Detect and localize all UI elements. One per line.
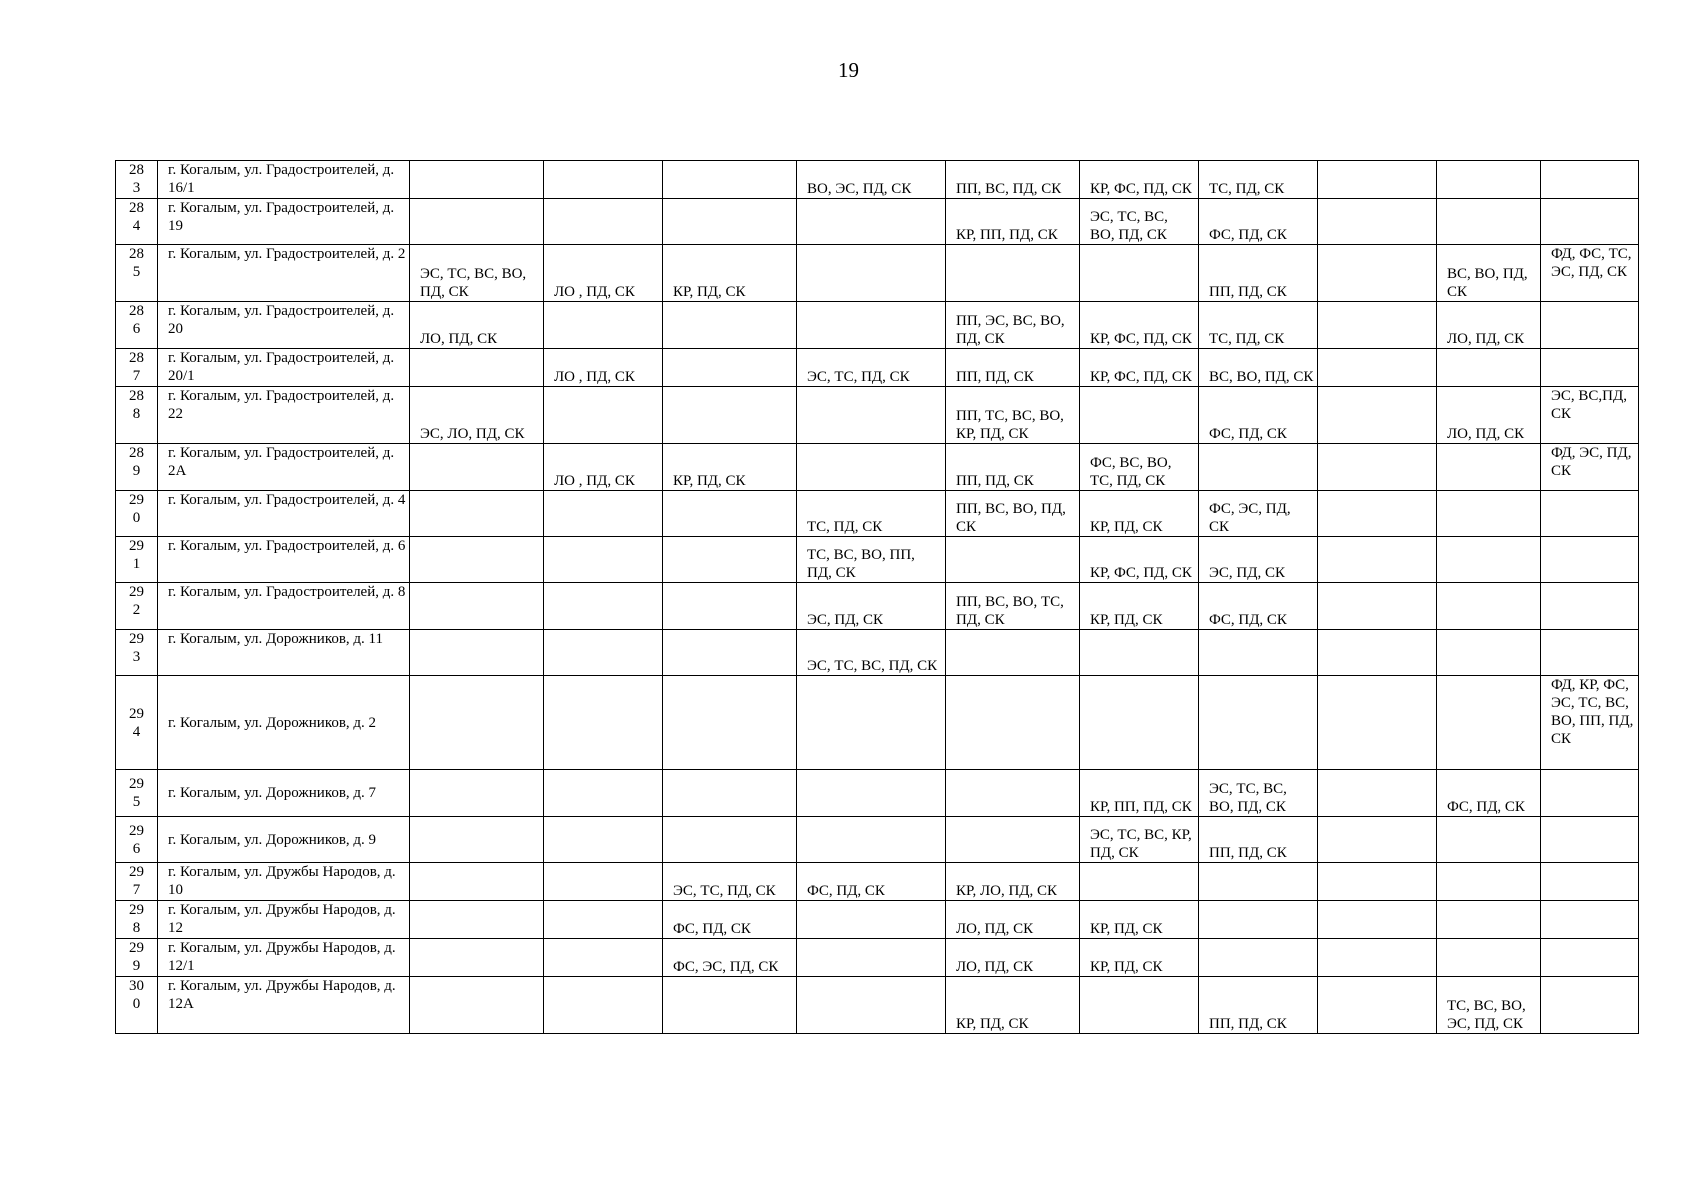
row-number-part-2: 6 [132,840,141,857]
row-number-part-2: 1 [132,556,141,572]
work-type-cell-4: ТС, ПД, СК [797,491,946,537]
work-type-cell-7: ТС, ПД, СК [1199,161,1318,199]
work-type-cell-6: КР, ПД, СК [1080,939,1199,977]
work-type-cell-1 [410,537,544,583]
row-number-part-2: 7 [132,368,141,384]
work-type-cell-7: ПП, ПД, СК [1199,977,1318,1034]
work-type-cell-6: КР, ПД, СК [1080,583,1199,630]
work-type-cell-9 [1437,349,1541,387]
row-number-cell [116,199,158,245]
work-type-cell-1 [410,863,544,901]
table-row [116,491,1639,537]
work-type-cell-5: ПП, ВС, ПД, СК [946,161,1080,199]
row-number-part-2: 9 [132,463,141,479]
address-cell: г. Когалым, ул. Градостроителей, д. 19 [158,199,410,245]
work-type-cell-6: КР, ФС, ПД, СК [1080,537,1199,583]
address-cell: г. Когалым, ул. Дорожников, д. 2 [158,676,410,770]
work-type-cell-7 [1199,676,1318,770]
row-number-part-2: 6 [132,321,141,337]
work-type-cell-1 [410,444,544,491]
work-type-cell-4: ЭС, ПД, СК [797,583,946,630]
work-type-cell-7: ФС, ПД, СК [1199,387,1318,444]
table-row [116,676,1639,770]
table-row [116,349,1639,387]
work-type-cell-7 [1199,444,1318,491]
work-type-cell-7: ЭС, ТС, ВС, ВО, ПД, СК [1199,770,1318,817]
work-type-cell-4: ЭС, ТС, ПД, СК [797,349,946,387]
work-type-cell-8 [1318,770,1437,817]
work-type-cell-10 [1541,161,1639,199]
work-type-cell-6: КР, ФС, ПД, СК [1080,302,1199,349]
work-type-cell-3 [663,349,797,387]
work-type-cell-1 [410,939,544,977]
address-cell: г. Когалым, ул. Дорожников, д. 7 [158,770,410,817]
work-type-cell-10: ЭС, ВС,ПД, СК [1541,387,1639,444]
address-cell: г. Когалым, ул. Градостроителей, д. 8 [158,583,410,630]
work-type-cell-9 [1437,537,1541,583]
table-row [116,161,1639,199]
work-type-cell-10 [1541,199,1639,245]
row-number-part-1: 30 [129,978,144,994]
row-number-part-2: 4 [132,723,141,740]
work-type-cell-4: ЭС, ТС, ВС, ПД, СК [797,630,946,676]
work-type-cell-8 [1318,901,1437,939]
address-cell: г. Когалым, ул. Дружбы Народов, д. 12А [158,977,410,1034]
row-number-cell [116,245,158,302]
work-type-cell-10 [1541,302,1639,349]
work-type-cell-7: ФС, ПД, СК [1199,199,1318,245]
work-type-cell-3 [663,583,797,630]
work-type-cell-5 [946,676,1080,770]
work-type-cell-6: ЭС, ТС, ВС, ВО, ПД, СК [1080,199,1199,245]
work-type-cell-8 [1318,537,1437,583]
work-type-cell-3 [663,630,797,676]
work-type-cell-10 [1541,583,1639,630]
work-type-cell-6 [1080,630,1199,676]
row-number-part-2: 4 [132,218,141,234]
work-type-cell-1 [410,199,544,245]
work-type-cell-5: ПП, ВС, ВО, ТС, ПД, СК [946,583,1080,630]
work-type-cell-4 [797,245,946,302]
work-type-cell-10 [1541,349,1639,387]
row-number-part-2: 9 [132,958,141,974]
work-type-cell-9: ЛО, ПД, СК [1437,302,1541,349]
row-number-cell [116,387,158,444]
work-type-cell-10 [1541,939,1639,977]
work-type-cell-6: КР, ФС, ПД, СК [1080,349,1199,387]
work-type-cell-4 [797,444,946,491]
row-number-cell [116,977,158,1034]
address-cell: г. Когалым, ул. Градостроителей, д. 4 [158,491,410,537]
work-type-cell-9 [1437,676,1541,770]
row-number-part-1: 28 [129,303,144,319]
row-number-cell [116,583,158,630]
row-number-cell [116,444,158,491]
work-type-cell-1 [410,349,544,387]
work-type-cell-5: ПП, ТС, ВС, ВО, КР, ПД, СК [946,387,1080,444]
row-number-part-2: 0 [132,996,141,1012]
address-cell: г. Когалым, ул. Дорожников, д. 9 [158,817,410,863]
work-type-cell-10: ФД, КР, ФС, ЭС, ТС, ВС, ВО, ПП, ПД, СК [1541,676,1639,770]
work-type-cell-9 [1437,161,1541,199]
work-type-cell-9: ФС, ПД, СК [1437,770,1541,817]
work-type-cell-4: ВО, ЭС, ПД, СК [797,161,946,199]
work-type-cell-1: ЛО, ПД, СК [410,302,544,349]
work-type-cell-8 [1318,939,1437,977]
row-number-part-1: 29 [129,584,144,600]
address-cell: г. Когалым, ул. Градостроителей, д. 22 [158,387,410,444]
work-type-cell-5: ПП, ЭС, ВС, ВО, ПД, СК [946,302,1080,349]
work-type-cell-8 [1318,491,1437,537]
table-row [116,387,1639,444]
row-number-cell [116,491,158,537]
row-number-part-1: 29 [129,940,144,956]
row-number-cell [116,630,158,676]
work-type-cell-6: КР, ПД, СК [1080,901,1199,939]
work-type-cell-2 [544,939,663,977]
work-type-cell-7: ЭС, ПД, СК [1199,537,1318,583]
row-number-part-1: 28 [129,388,144,404]
address-cell: г. Когалым, ул. Градостроителей, д. 6 [158,537,410,583]
work-type-cell-8 [1318,349,1437,387]
work-type-cell-10 [1541,977,1639,1034]
work-type-cell-4 [797,676,946,770]
work-type-cell-8 [1318,676,1437,770]
row-number-cell [116,161,158,199]
work-type-cell-5 [946,245,1080,302]
row-number-cell [116,939,158,977]
row-number-cell [116,817,158,863]
work-type-cell-9 [1437,444,1541,491]
work-type-cell-10 [1541,630,1639,676]
table-row [116,817,1639,863]
work-type-cell-1 [410,161,544,199]
work-type-cell-7: ПП, ПД, СК [1199,817,1318,863]
row-number-part-1: 29 [129,538,144,554]
work-type-cell-8 [1318,863,1437,901]
work-type-cell-9 [1437,939,1541,977]
work-type-cell-8 [1318,199,1437,245]
work-type-cell-2 [544,537,663,583]
row-number-part-1: 29 [129,822,144,839]
work-type-cell-7 [1199,901,1318,939]
work-type-cell-3 [663,387,797,444]
work-type-cell-5: ПП, ПД, СК [946,349,1080,387]
row-number-part-1: 29 [129,631,144,647]
table-row [116,901,1639,939]
work-type-cell-2: ЛО , ПД, СК [544,444,663,491]
work-type-cell-6 [1080,245,1199,302]
work-type-cell-5: ЛО, ПД, СК [946,901,1080,939]
row-number-cell [116,302,158,349]
work-type-cell-5: КР, ПД, СК [946,977,1080,1034]
work-type-cell-2 [544,199,663,245]
work-type-cell-3: КР, ПД, СК [663,444,797,491]
work-type-cell-3 [663,537,797,583]
work-type-cell-3 [663,676,797,770]
work-type-cell-8 [1318,302,1437,349]
work-type-cell-10 [1541,770,1639,817]
work-type-cell-6: КР, ПД, СК [1080,491,1199,537]
work-type-cell-8 [1318,630,1437,676]
row-number-part-1: 28 [129,445,144,461]
work-type-cell-3 [663,770,797,817]
work-type-cell-1 [410,977,544,1034]
work-type-cell-1 [410,901,544,939]
work-type-cell-5: ЛО, ПД, СК [946,939,1080,977]
row-number-part-2: 8 [132,406,141,422]
work-type-cell-8 [1318,444,1437,491]
work-type-cell-10: ФД, ФС, ТС, ЭС, ПД, СК [1541,245,1639,302]
work-type-cell-7: ПП, ПД, СК [1199,245,1318,302]
work-type-cell-8 [1318,245,1437,302]
work-type-cell-6 [1080,387,1199,444]
work-type-cell-4 [797,770,946,817]
work-type-cell-2 [544,302,663,349]
work-type-cell-2 [544,676,663,770]
row-number-part-2: 7 [132,882,141,898]
work-type-cell-10 [1541,863,1639,901]
table-row [116,583,1639,630]
work-type-cell-1 [410,583,544,630]
table-row [116,770,1639,817]
work-type-cell-2 [544,770,663,817]
work-type-cell-9 [1437,817,1541,863]
work-type-cell-6 [1080,863,1199,901]
work-type-cell-9: ВС, ВО, ПД, СК [1437,245,1541,302]
work-type-cell-8 [1318,161,1437,199]
work-type-cell-3: КР, ПД, СК [663,245,797,302]
work-type-cell-3: ФС, ЭС, ПД, СК [663,939,797,977]
work-type-cell-2 [544,863,663,901]
work-type-cell-8 [1318,817,1437,863]
work-type-cell-1 [410,817,544,863]
work-type-cell-9 [1437,583,1541,630]
work-type-cell-4: ФС, ПД, СК [797,863,946,901]
work-type-cell-2 [544,817,663,863]
work-type-cell-4: ТС, ВС, ВО, ПП, ПД, СК [797,537,946,583]
work-type-cell-9 [1437,863,1541,901]
work-type-cell-4 [797,387,946,444]
address-work-table [115,160,1639,1034]
work-type-cell-3 [663,491,797,537]
table-row [116,630,1639,676]
row-number-part-1: 29 [129,705,144,722]
work-type-cell-1 [410,770,544,817]
address-cell: г. Когалым, ул. Градостроителей, д. 2А [158,444,410,491]
work-type-cell-9 [1437,630,1541,676]
work-type-cell-7: ФС, ПД, СК [1199,583,1318,630]
work-type-cell-1 [410,491,544,537]
work-type-cell-3 [663,199,797,245]
work-type-cell-9 [1437,901,1541,939]
work-type-cell-9 [1437,199,1541,245]
work-type-cell-6 [1080,977,1199,1034]
work-type-cell-2 [544,583,663,630]
table-row [116,444,1639,491]
page-number: 19 [838,58,859,82]
work-type-cell-4 [797,939,946,977]
work-type-cell-7: ВС, ВО, ПД, СК [1199,349,1318,387]
work-type-cell-7: ФС, ЭС, ПД, СК [1199,491,1318,537]
work-type-cell-3 [663,977,797,1034]
row-number-part-2: 3 [132,649,141,665]
row-number-part-1: 28 [129,162,144,178]
row-number-part-1: 28 [129,200,144,216]
work-type-cell-6: КР, ПП, ПД, СК [1080,770,1199,817]
work-type-cell-2 [544,901,663,939]
work-type-cell-2: ЛО , ПД, СК [544,349,663,387]
work-type-cell-10 [1541,901,1639,939]
row-number-part-1: 29 [129,902,144,918]
row-number-part-2: 0 [132,510,141,526]
work-type-cell-5: ПП, ПД, СК [946,444,1080,491]
work-type-cell-3 [663,161,797,199]
address-cell: г. Когалым, ул. Дорожников, д. 11 [158,630,410,676]
row-number-part-1: 29 [129,864,144,880]
work-type-cell-4 [797,302,946,349]
row-number-part-1: 28 [129,350,144,366]
work-type-cell-4 [797,199,946,245]
work-type-cell-2 [544,977,663,1034]
work-type-cell-7: ТС, ПД, СК [1199,302,1318,349]
work-type-cell-4 [797,977,946,1034]
work-type-cell-6: ЭС, ТС, ВС, КР, ПД, СК [1080,817,1199,863]
address-cell: г. Когалым, ул. Градостроителей, д. 20 [158,302,410,349]
table-body [116,161,1639,1034]
table-row [116,537,1639,583]
work-type-cell-3 [663,817,797,863]
work-type-cell-7 [1199,630,1318,676]
work-type-cell-5 [946,630,1080,676]
work-type-cell-9 [1437,491,1541,537]
work-type-cell-7 [1199,939,1318,977]
work-type-cell-3: ФС, ПД, СК [663,901,797,939]
work-type-cell-5 [946,537,1080,583]
address-cell: г. Когалым, ул. Градостроителей, д. 16/1 [158,161,410,199]
work-type-cell-1 [410,630,544,676]
work-type-cell-8 [1318,387,1437,444]
work-type-cell-7 [1199,863,1318,901]
work-type-cell-5 [946,817,1080,863]
row-number-cell [116,770,158,817]
table-row [116,863,1639,901]
row-number-part-2: 2 [132,602,141,618]
work-type-cell-10 [1541,817,1639,863]
work-type-cell-2 [544,161,663,199]
work-type-cell-8 [1318,977,1437,1034]
work-type-cell-4 [797,901,946,939]
work-type-cell-9: ЛО, ПД, СК [1437,387,1541,444]
work-type-cell-2: ЛО , ПД, СК [544,245,663,302]
row-number-cell [116,863,158,901]
work-type-cell-5: КР, ЛО, ПД, СК [946,863,1080,901]
work-type-cell-5: ПП, ВС, ВО, ПД, СК [946,491,1080,537]
work-type-cell-10 [1541,537,1639,583]
work-type-cell-8 [1318,583,1437,630]
table-row [116,939,1639,977]
work-type-cell-5: КР, ПП, ПД, СК [946,199,1080,245]
row-number-part-2: 5 [132,794,141,810]
work-type-cell-10 [1541,491,1639,537]
work-type-cell-10: ФД, ЭС, ПД, СК [1541,444,1639,491]
row-number-cell [116,676,158,770]
work-type-cell-1: ЭС, ЛО, ПД, СК [410,387,544,444]
work-type-cell-6: КР, ФС, ПД, СК [1080,161,1199,199]
work-type-cell-2 [544,491,663,537]
work-type-cell-3 [663,302,797,349]
row-number-part-1: 29 [129,776,144,792]
row-number-part-2: 5 [132,264,141,280]
work-type-cell-2 [544,630,663,676]
row-number-cell [116,901,158,939]
work-type-cell-4 [797,817,946,863]
row-number-part-1: 28 [129,246,144,262]
address-cell: г. Когалым, ул. Градостроителей, д. 2 [158,245,410,302]
work-type-cell-9: ТС, ВС, ВО, ЭС, ПД, СК [1437,977,1541,1034]
address-cell: г. Когалым, ул. Дружбы Народов, д. 10 [158,863,410,901]
address-cell: г. Когалым, ул. Градостроителей, д. 20/1 [158,349,410,387]
row-number-part-2: 3 [132,180,141,196]
table-row [116,977,1639,1034]
row-number-cell [116,349,158,387]
work-type-cell-6: ФС, ВС, ВО, ТС, ПД, СК [1080,444,1199,491]
row-number-part-2: 8 [132,920,141,936]
table-row [116,199,1639,245]
work-type-cell-3: ЭС, ТС, ПД, СК [663,863,797,901]
work-type-cell-2 [544,387,663,444]
work-type-cell-1 [410,676,544,770]
work-type-cell-1: ЭС, ТС, ВС, ВО, ПД, СК [410,245,544,302]
row-number-part-1: 29 [129,492,144,508]
work-type-cell-6 [1080,676,1199,770]
work-type-cell-5 [946,770,1080,817]
address-cell: г. Когалым, ул. Дружбы Народов, д. 12 [158,901,410,939]
table-row [116,245,1639,302]
table-row [116,302,1639,349]
row-number-cell [116,537,158,583]
address-cell: г. Когалым, ул. Дружбы Народов, д. 12/1 [158,939,410,977]
